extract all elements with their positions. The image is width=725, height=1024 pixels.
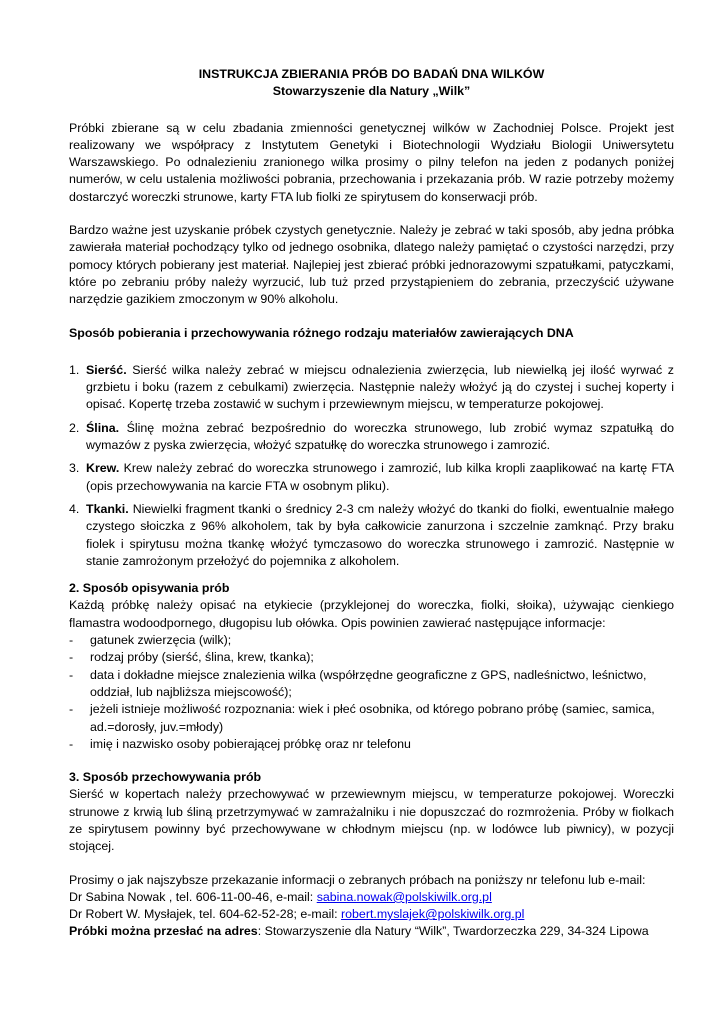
material-item-saliva: 2. Ślina. Ślinę można zebrać bezpośrednio do woreczka strunowego, lub zrobić wymaz szpatułką do wymazów z pyska zwierzęcia, włożyć szpatułkę do woreczka strunowego i zamrozić. bbox=[69, 420, 674, 453]
material-item-blood: 3. Krew. Krew należy zebrać do woreczka strunowego i zamrozić, lub kilka kropli zaaplikować na kartę FTA (opis przechowywania na karcie FTA w osobnym pliku). bbox=[69, 461, 674, 493]
email-link-robert[interactable]: robert.myslajek@polskiwilk.org.pl bbox=[341, 907, 525, 922]
contact-person-2: Dr Robert W. Mysłajek, tel. 604-62-52-28; e-mail: robert.myslajek@polskiwilk.org.pl bbox=[69, 907, 525, 922]
document-title: INSTRUKCJA ZBIERANIA PRÓB DO BADAŃ DNA WILKÓW bbox=[198, 67, 545, 81]
section3-heading: 3. Sposób przechowywania prób bbox=[69, 770, 262, 785]
section2-heading: 2. Sposób opisywania prób bbox=[69, 581, 230, 596]
intro-paragraph: Próbki zbierane są w celu zbadania zmienności genetycznej wilków w Zachodniej Polsce. Projekt jest realizowany we współpracy z Instytutem Genetyki i Biotechnologii Wydziału Biologii Uniwersytetu Warszawskiego. Po odnalezieniu zranionego wilka prosimy o pilny telefon na jeden z podanych poniżej numerów, w celu ustalenia możliwości pobrania, przechowania i przekazania prób. W razie potrzeby możemy dostarczyć woreczki strunowe, karty FTA lub fiolki ze spirytusem do konserwacji prób. bbox=[69, 120, 674, 204]
send-address: Próbki można przesłać na adres: Stowarzyszenie dla Natury “Wilk”, Twardorzeczka 229, 34-324 Lipowa bbox=[69, 924, 649, 939]
list-item: - gatunek zwierzęcia (wilk); bbox=[69, 633, 232, 648]
contact-person-1: Dr Sabina Nowak , tel. 606-11-00-46, e-mail: sabina.nowak@polskiwilk.org.pl bbox=[69, 889, 492, 904]
document-subtitle: Stowarzyszenie dla Natury „Wilk” bbox=[272, 84, 471, 99]
material-item-hair: 1. Sierść. Sierść wilka należy zebrać w miejscu odnalezienia zwierzęcia, lub niewielką jej ilość wyrwać z grzbietu i boku (razem z cebulkami) zwierzęcia. Następnie należy włożyć ją do czystej i suchej koperty i opisać. Kopertę trzeba zostawić w suchym i przewiewnym miejscu, w temperaturze pokojowej. bbox=[69, 362, 674, 412]
list-item: - imię i nazwisko osoby pobierającej próbkę oraz nr telefonu bbox=[69, 736, 411, 751]
document-page bbox=[69, 66, 674, 941]
material-item-tissue: 4. Tkanki. Niewielki fragment tkanki o średnicy 2-3 cm należy włożyć do tkanki do fiolki, ewentualnie małego czystego słoiczka z 96% alkoholem, tak by była całkowicie zanurzona i szczelnie zamknąć. Przy braku fiolek i spirytusu można tkankę włożyć tymczasowo do woreczka strunowego i zamrozić. Następnie w stanie zamrożonym przełożyć do pojemnika z alkoholem. bbox=[69, 501, 674, 568]
section1-heading: Sposób pobierania i przechowywania różnego rodzaju materiałów zawierających DNA bbox=[69, 325, 574, 340]
contact-request: Prosimy o jak najszybsze przekazanie informacji o zebranych próbach na poniższy nr telefonu lub e-mail: bbox=[69, 872, 646, 887]
list-item: - data i dokładne miejsce znalezienia wilka (współrzędne geograficzne z GPS, nadleśnictwo, leśnictwo, oddział, lub najbliższa miejscowość); bbox=[69, 667, 647, 699]
section2-intro: Każdą próbkę należy opisać na etykiecie (przyklejonej do woreczka, fiolki, słoika), używając cienkiego flamastra wodoodpornego, długopisu lub ołówka. Opis powinien zawierać następujące informacje: bbox=[69, 598, 674, 630]
materials-list bbox=[69, 362, 674, 570]
section3-text: Sierść w kopertach należy przechowywać w przewiewnym miejscu, w temperaturze pokojowej. Woreczki strunowe z krwią lub śliną przetrzymywać w zamrażalniku i nie dopuszczać do rozmrożenia. Próby w fiolkach ze spirytusem powinny być przechowywane w chłodnym miejscu (np. w lodówce lub piwnicy), w pozycji stojącej. bbox=[69, 787, 674, 854]
list-item: - jeżeli istnieje możliwość rozpoznania: wiek i płeć osobnika, od którego pobrano próbę (samiec, samica, ad.=dorosły, juv.=młody) bbox=[69, 702, 655, 734]
email-link-sabina[interactable]: sabina.nowak@polskiwilk.org.pl bbox=[316, 889, 492, 904]
list-item: - rodzaj próby (sierść, ślina, krew, tkanka); bbox=[69, 650, 314, 665]
description-list bbox=[69, 632, 674, 753]
cleanliness-paragraph: Bardzo ważne jest uzyskanie próbek czystych genetycznie. Należy je zebrać w taki sposób, aby jedna próbka zawierała materiał pochodzący tylko od jednego osobnika, dlatego należy pamiętać o czystości narzędzi, przy pomocy których pobierany jest materiał. Najlepiej jest zbierać próbki jednorazowymi szpatułkami, patyczkami, które po zebraniu próby należy wyrzucić, lub tuż przed przystąpieniem do zebrania, przeczyścić używane narzędzie gazikiem zmoczonym w 90% alkoholu. bbox=[69, 223, 674, 307]
